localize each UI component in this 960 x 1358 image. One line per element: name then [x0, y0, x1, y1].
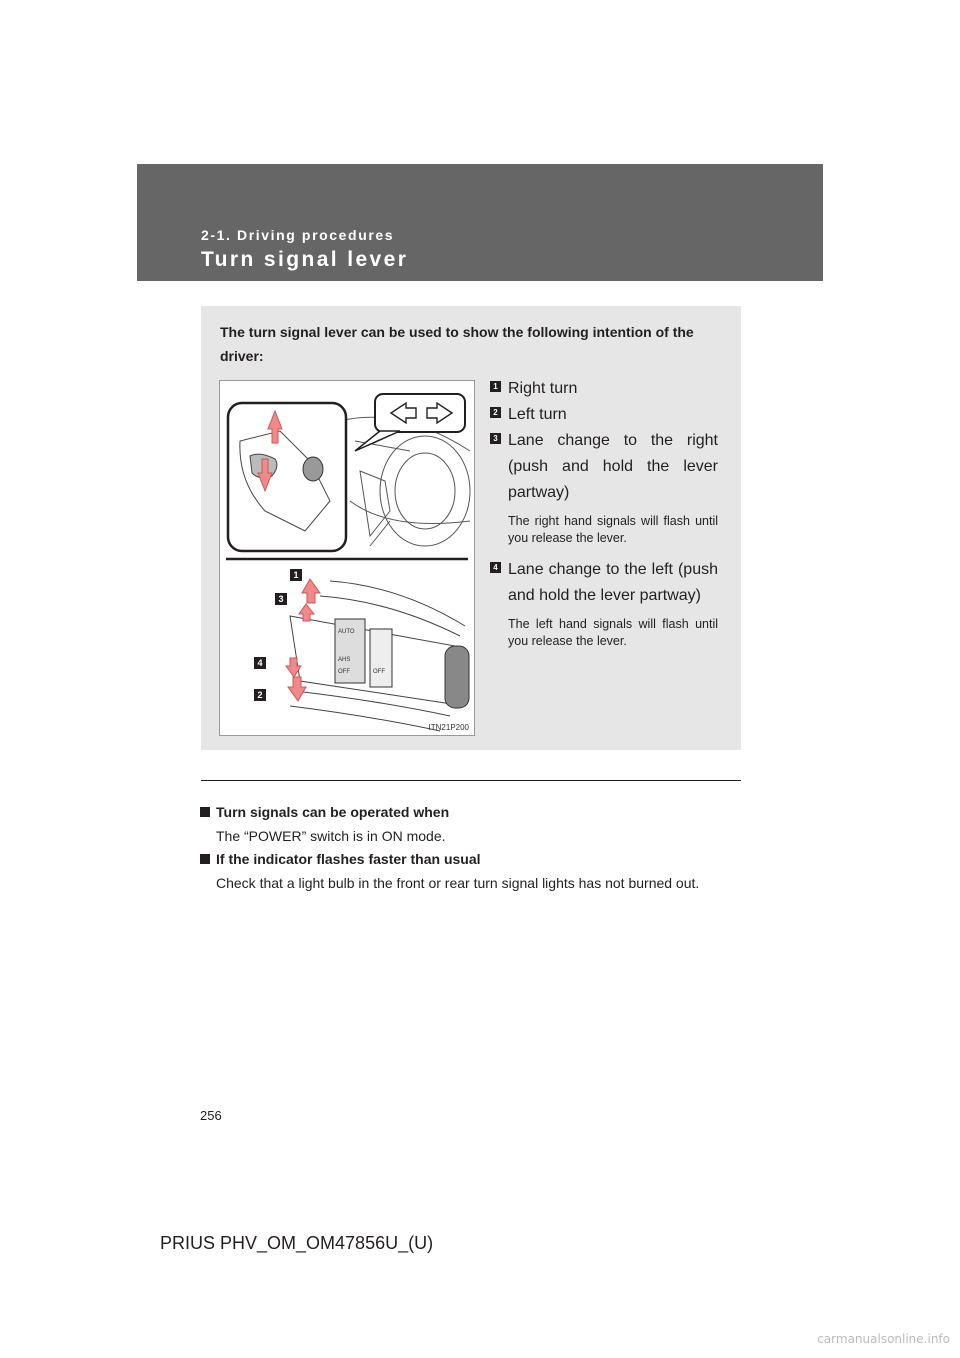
callout-1: 1	[293, 570, 299, 580]
dashboard-scene	[340, 417, 470, 546]
note-body: Check that a light bulb in the front or rear turn signal lights has not burned out.	[216, 875, 700, 891]
info-box	[201, 306, 741, 750]
lever-body	[290, 581, 469, 731]
lever-diagram	[220, 381, 474, 735]
list-item	[490, 428, 718, 547]
list-item	[490, 557, 718, 650]
hand-inset	[228, 403, 346, 551]
item-note: The left hand signals will flash until you release the lever.	[508, 617, 718, 648]
off-label-left: OFF	[338, 669, 350, 675]
arrow-indicator-bubble	[355, 394, 465, 451]
item-number-badge: 1	[490, 381, 501, 392]
item-number-badge: 3	[490, 433, 501, 444]
callout-3: 3	[278, 594, 284, 604]
turn-signal-illustration	[219, 380, 475, 736]
auto-label: AUTO	[338, 629, 355, 635]
notes-section	[200, 799, 736, 895]
watermark: carmanualsonline.info	[817, 1332, 950, 1346]
item-text: Right turn	[508, 380, 578, 397]
item-text: Lane change to the right (push and hold the lever partway)	[508, 432, 718, 501]
item-number-badge: 2	[490, 407, 501, 418]
square-bullet-icon	[200, 807, 210, 817]
figure-id: ITN21P200	[428, 723, 469, 732]
item-text: Lane change to the left (push and hold the lever partway)	[508, 561, 718, 604]
list-item	[490, 402, 718, 428]
note-heading: If the indicator flashes faster than usual	[200, 849, 736, 869]
section-header	[137, 164, 823, 281]
callout-4: 4	[257, 658, 263, 668]
ahs-label: AHS	[338, 657, 351, 663]
item-number-badge: 4	[490, 562, 501, 573]
page-title: Turn signal lever	[201, 248, 409, 271]
note-heading: Turn signals can be operated when	[200, 802, 736, 822]
intention-list	[490, 376, 718, 660]
page-number: 256	[200, 1108, 222, 1123]
section-label: 2-1. Driving procedures	[201, 227, 395, 243]
list-item	[490, 376, 718, 402]
item-note: The right hand signals will flash until you release the lever.	[508, 514, 718, 545]
note-body: The “POWER” switch is in ON mode.	[216, 828, 446, 844]
intro-text: The turn signal lever can be used to show the following intention of the driver:	[220, 324, 694, 364]
off-label-right: OFF	[373, 669, 385, 675]
item-text: Left turn	[508, 406, 567, 423]
callout-2: 2	[257, 690, 263, 700]
document-code: PRIUS PHV_OM_OM47856U_(U)	[160, 1233, 434, 1253]
section-divider	[201, 780, 741, 781]
square-bullet-icon	[200, 854, 210, 864]
